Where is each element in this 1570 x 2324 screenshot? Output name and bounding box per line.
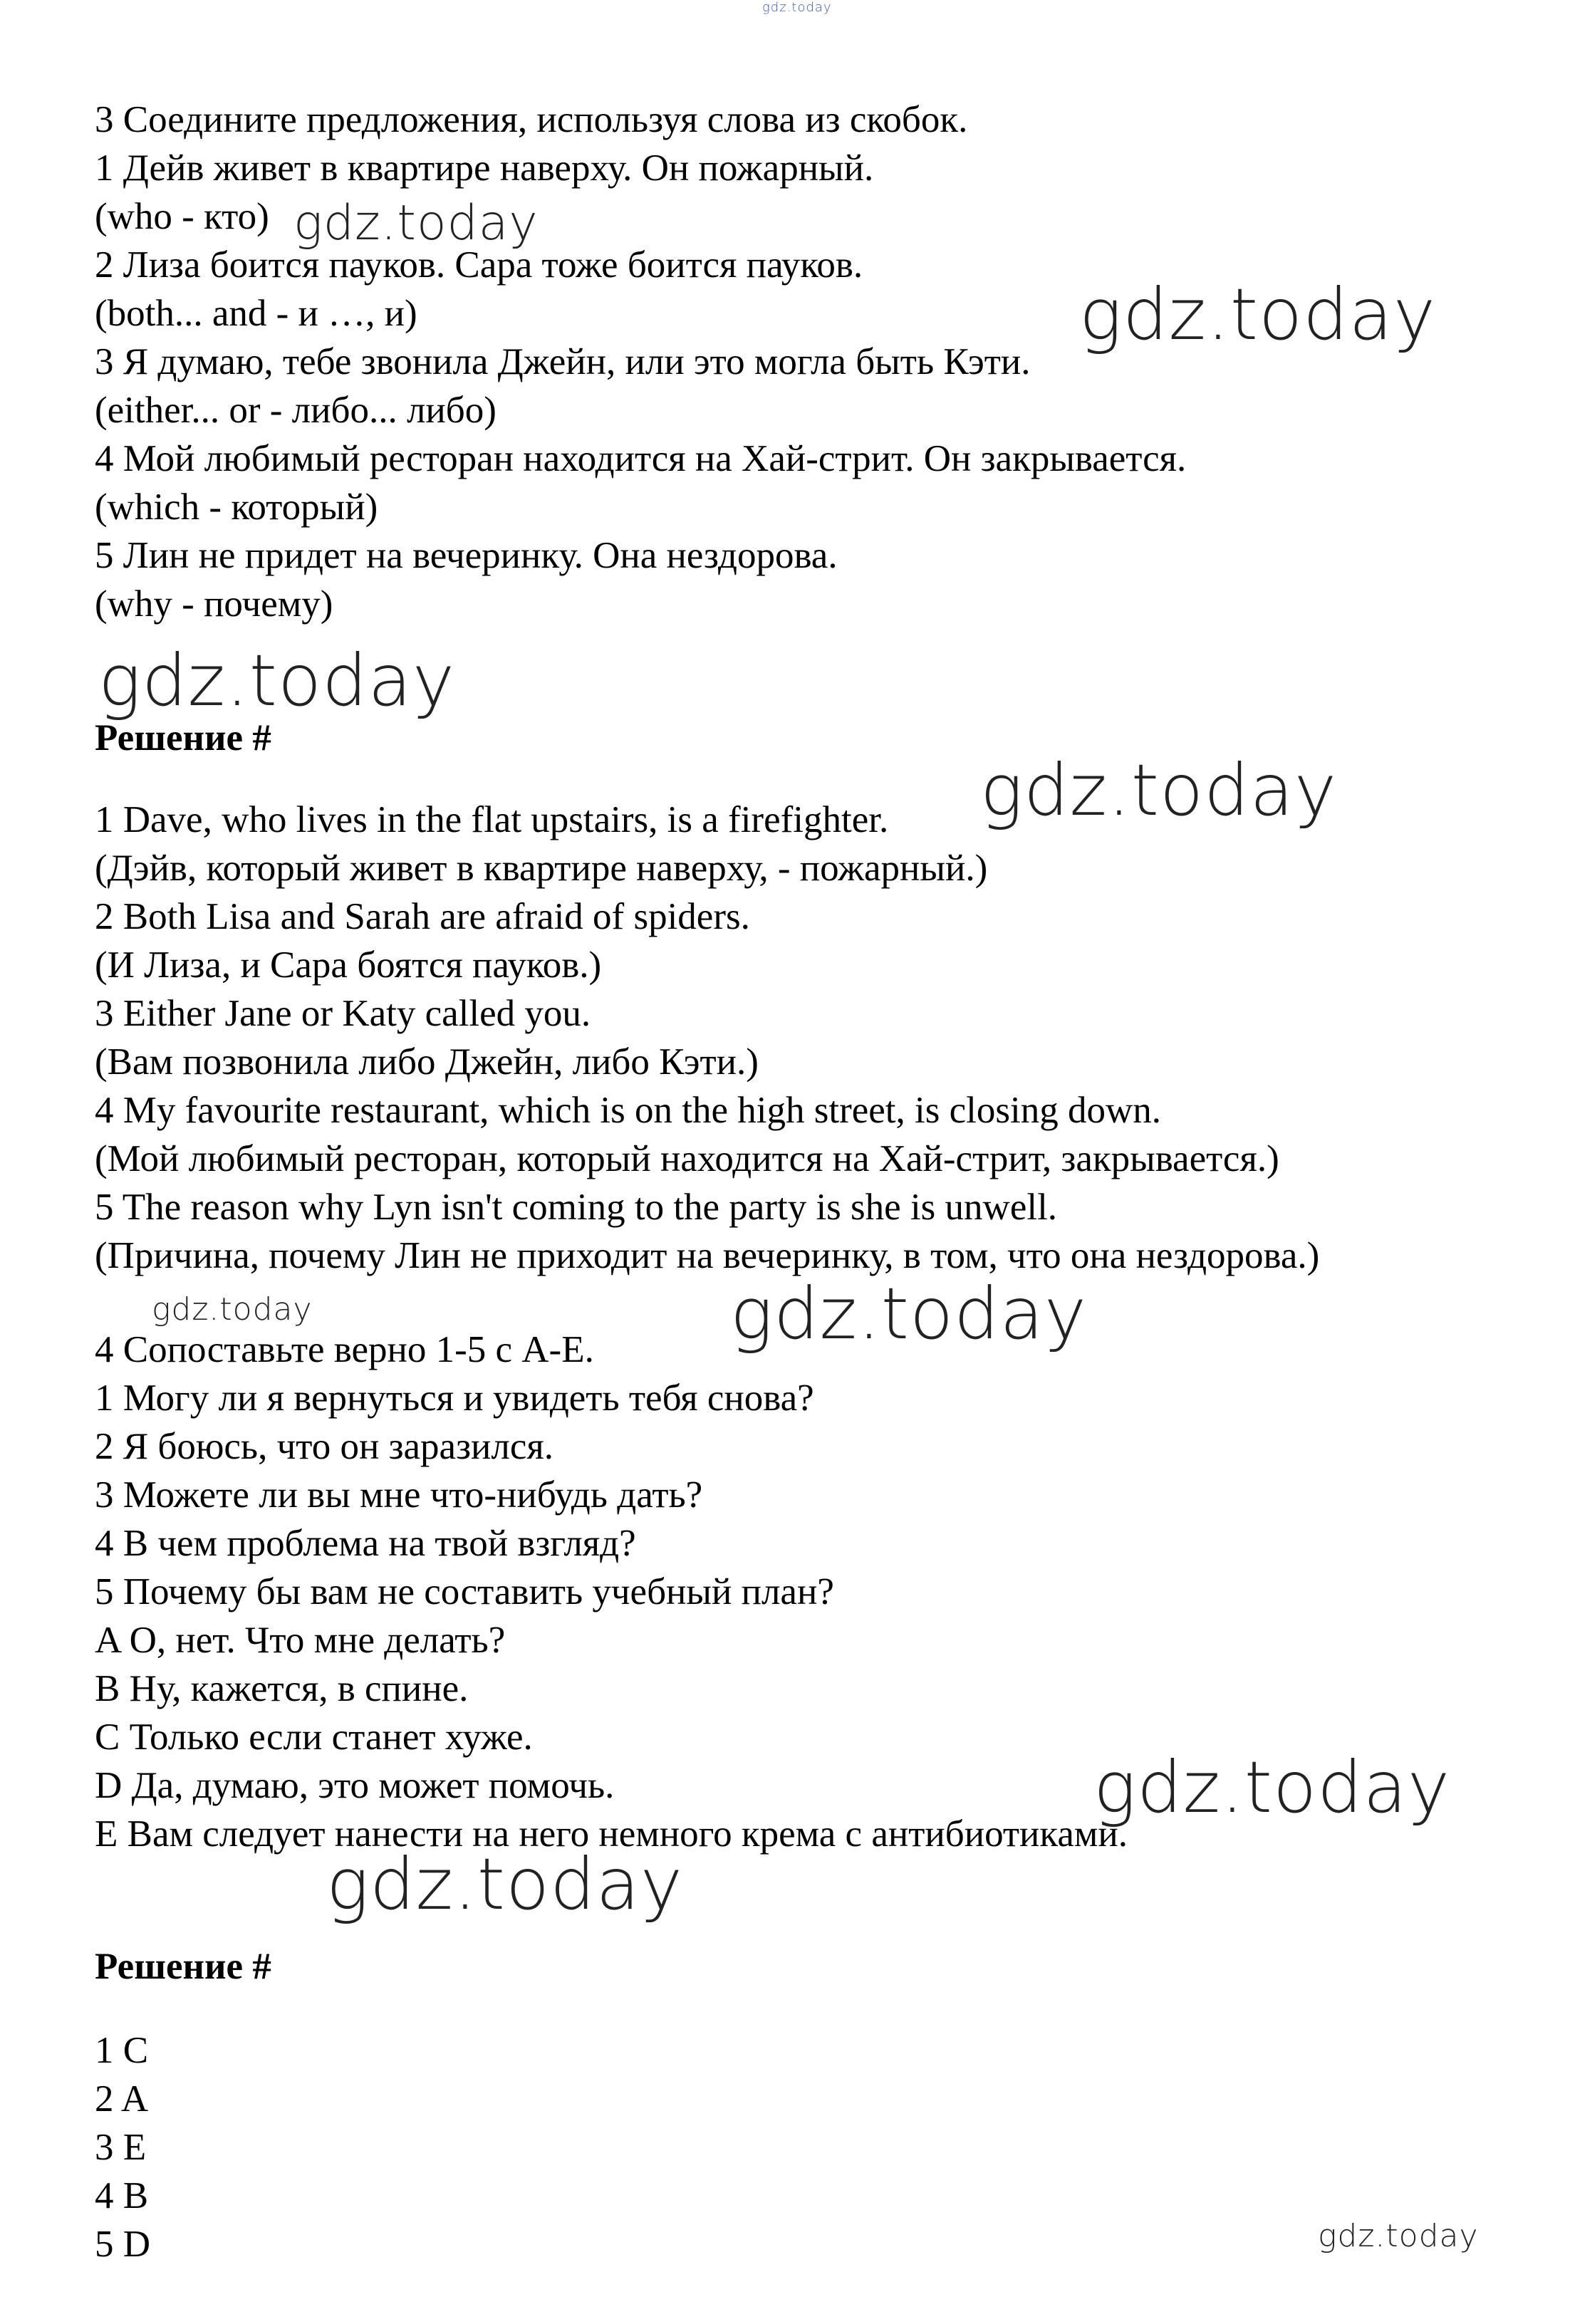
task3-line: (either... or - либо... либо) bbox=[95, 390, 497, 431]
task3-solution-line: (И Лиза, и Сара боятся пауков.) bbox=[95, 944, 602, 986]
task4-line: 4 В чем проблема на твой взгляд? bbox=[95, 1523, 636, 1564]
task4-solution-heading: Решение # bbox=[95, 1946, 271, 1987]
watermark: gdz.today bbox=[293, 195, 539, 251]
task3-line: (who - кто) bbox=[95, 196, 269, 237]
task4-answer: 5 D bbox=[95, 2224, 151, 2265]
task4-line: 5 Почему бы вам не составить учебный план? bbox=[95, 1571, 834, 1612]
task3-line: 5 Лин не придет на вечеринку. Она нездорова. bbox=[95, 535, 838, 576]
task3-line: 1 Дейв живет в квартире наверху. Он пожарный. bbox=[95, 147, 874, 189]
watermark: gdz.today bbox=[1079, 273, 1437, 356]
task4-line: A О, нет. Что мне делать? bbox=[95, 1620, 506, 1661]
task4-answer: 2 A bbox=[95, 2078, 149, 2120]
task4-title: 4 Сопоставьте верно 1-5 с A-E. bbox=[95, 1329, 594, 1370]
task4-line: 3 Можете ли вы мне что-нибудь дать? bbox=[95, 1474, 703, 1516]
task4-line: C Только если станет хуже. bbox=[95, 1716, 533, 1758]
task3-solution-line: (Причина, почему Лин не приходит на вечеринку, в том, что она нездорова.) bbox=[95, 1235, 1320, 1276]
site-tag: gdz.today bbox=[762, 0, 832, 15]
task4-line: E Вам следует нанести на него немного крема с антибиотиками. bbox=[95, 1813, 1128, 1855]
task3-solution-line: 5 The reason why Lyn isn't coming to the party is she is unwell. bbox=[95, 1187, 1058, 1228]
watermark: gdz.today bbox=[1093, 1746, 1451, 1829]
task4-line: D Да, думаю, это может помочь. bbox=[95, 1765, 615, 1806]
task3-solution-line: (Вам позвонила либо Джейн, либо Кэти.) bbox=[95, 1041, 759, 1083]
task3-title: 3 Соедините предложения, используя слова из скобок. bbox=[95, 99, 968, 140]
watermark: gdz.today bbox=[730, 1272, 1088, 1355]
task4-line: 1 Могу ли я вернуться и увидеть тебя снова? bbox=[95, 1377, 814, 1419]
task3-solution-line: 4 My favourite restaurant, which is on the high street, is closing down. bbox=[95, 1090, 1161, 1131]
task3-line: (which - который) bbox=[95, 486, 378, 528]
task3-solution-line: 3 Either Jane or Katy called you. bbox=[95, 993, 591, 1034]
watermark: gdz.today bbox=[980, 749, 1338, 832]
task4-answer: 3 E bbox=[95, 2127, 147, 2168]
watermark: gdz.today bbox=[1318, 2218, 1479, 2254]
task3-line: (why - почему) bbox=[95, 583, 333, 625]
watermark: gdz.today bbox=[98, 639, 456, 722]
watermark: gdz.today bbox=[326, 1843, 684, 1926]
task3-solution-line: (Дэйв, который живет в квартире наверху, - пожарный.) bbox=[95, 848, 988, 889]
task4-answer: 1 C bbox=[95, 2030, 149, 2071]
task3-solution-line: 2 Both Lisa and Sarah are afraid of spiders. bbox=[95, 896, 750, 937]
task3-line: 2 Лиза боится пауков. Сара тоже боится пауков. bbox=[95, 244, 863, 286]
task3-solution-line: (Мой любимый ресторан, который находится на Хай-стрит, закрывается.) bbox=[95, 1138, 1279, 1179]
task4-answer: 4 B bbox=[95, 2175, 149, 2216]
task3-solution-heading: Решение # bbox=[95, 717, 271, 759]
watermark: gdz.today bbox=[152, 1291, 313, 1328]
task3-line: 4 Мой любимый ресторан находится на Хай-стрит. Он закрывается. bbox=[95, 438, 1187, 479]
task3-solution-line: 1 Dave, who lives in the flat upstairs, is a firefighter. bbox=[95, 799, 889, 840]
task4-line: 2 Я боюсь, что он заразился. bbox=[95, 1426, 553, 1467]
task3-line: 3 Я думаю, тебе звонила Джейн, или это могла быть Кэти. bbox=[95, 341, 1031, 382]
task3-line: (both... and - и …, и) bbox=[95, 293, 417, 334]
task4-line: B Ну, кажется, в спине. bbox=[95, 1668, 469, 1709]
